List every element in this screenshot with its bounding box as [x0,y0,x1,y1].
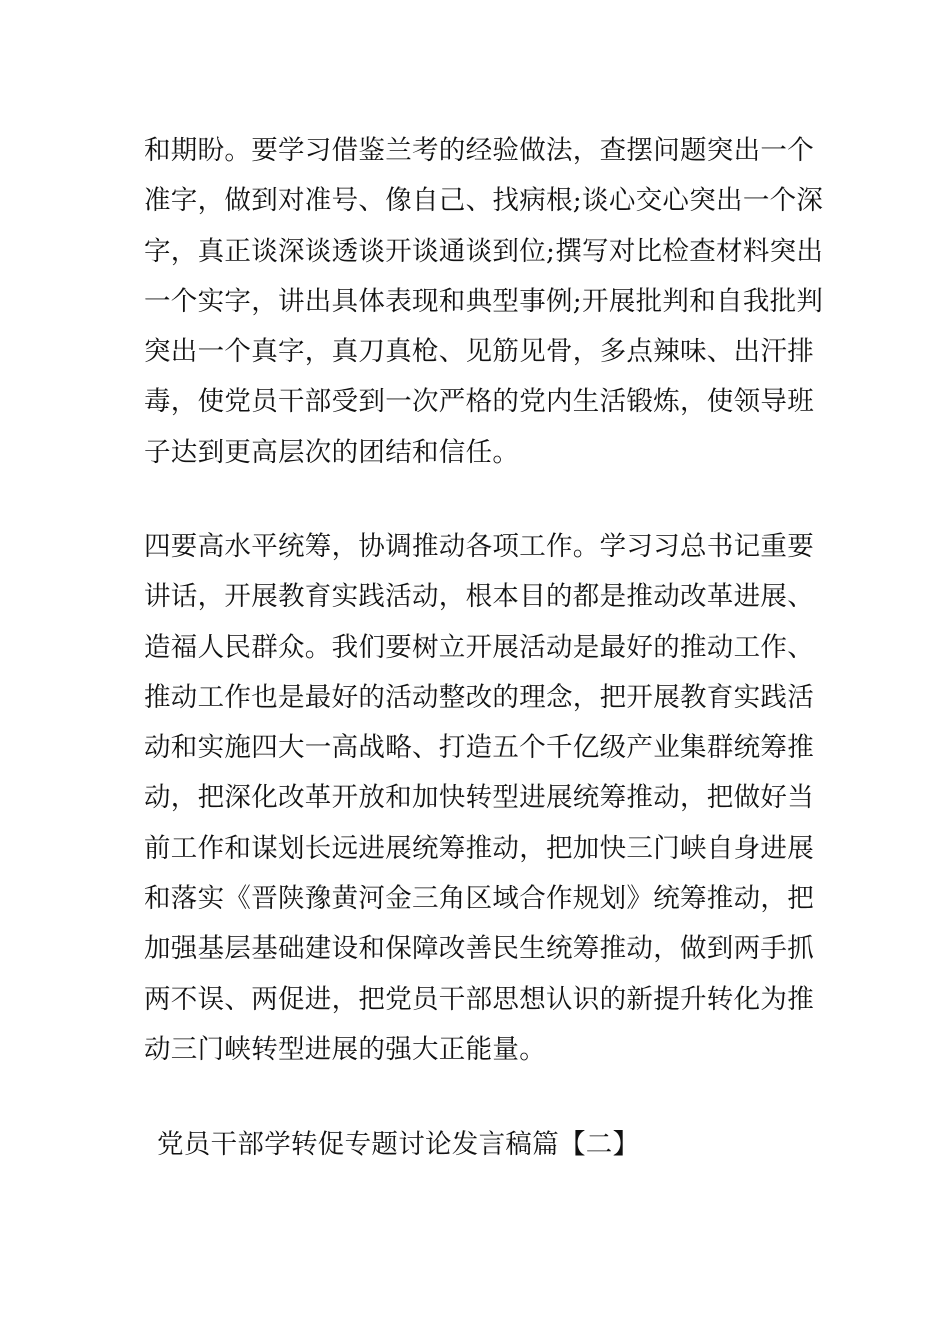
paragraph-line: 子达到更高层次的团结和信任。 [144,436,520,468]
paragraph-line: 动三门峡转型进展的强大正能量。 [144,1033,546,1065]
paragraph-line: 前工作和谋划长远进展统筹推动，把加快三门峡自身进展 [144,832,814,864]
paragraph-line: 加强基层基础建设和保障改善民生统筹推动，做到两手抓 [144,933,814,965]
paragraph-line: 造福人民群众。我们要树立开展活动是最好的推动工作、 [144,631,814,663]
paragraph-line: 和期盼。要学习借鉴兰考的经验做法，查摆问题突出一个 [144,135,814,166]
paragraph-line: 准字，做到对准号、像自己、找病根;谈心交心突出一个深 [144,185,824,217]
paragraph-line: 毒，使党员干部受到一次严格的党内生活锻炼，使领导班 [144,386,814,418]
paragraph-line: 推动工作也是最好的活动整改的理念，把开展教育实践活 [144,681,814,713]
paragraph-line: 一个实字，讲出具体表现和典型事例;开展批判和自我批判 [144,285,824,317]
paragraph-line: 四要高水平统筹，协调推动各项工作。学习习总书记重要 [144,531,814,562]
section-heading: 党员干部学转促专题讨论发言稿篇【二】 [157,1129,640,1160]
paragraph-line: 和落实《晋陕豫黄河金三角区域合作规划》统筹推动，把 [144,883,814,915]
paragraph-line: 字，真正谈深谈透谈开谈通谈到位;撰写对比检查材料突出 [144,235,824,267]
paragraph-line: 讲话，开展教育实践活动，根本目的都是推动改革进展、 [144,581,814,613]
body-paragraph [144,126,824,478]
paragraph-line: 动，把深化改革开放和加快转型进展统筹推动，把做好当 [144,782,814,814]
paragraph-line: 动和实施四大一高战略、打造五个千亿级产业集群统筹推 [144,732,814,764]
paragraph-line: 突出一个真字，真刀真枪、见筋见骨，多点辣味、出汗排 [144,336,814,368]
paragraph-line: 两不误、两促进，把党员干部思想认识的新提升转化为推 [144,983,814,1015]
body-paragraph [144,522,824,1075]
